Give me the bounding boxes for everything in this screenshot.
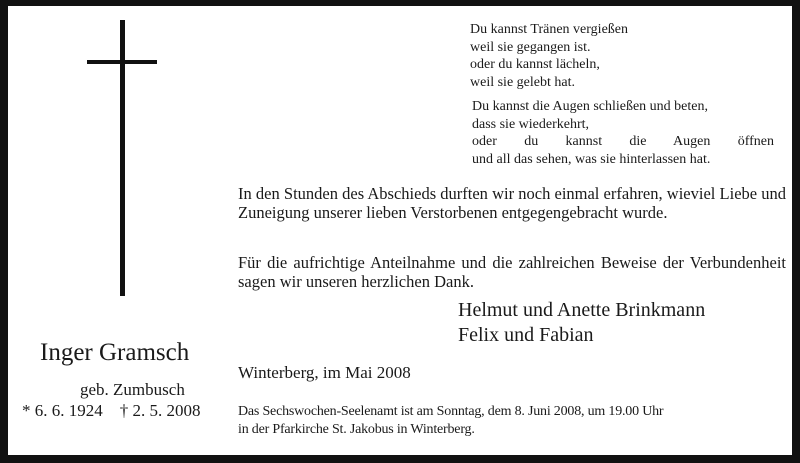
thanks-paragraph-2: Für die aufrichtige Anteilnahme und die zahlreichen Beweise der Verbundenheit sagen wir unseren herzlichen Dank. [238, 253, 786, 291]
maiden-name: geb. Zumbusch [80, 380, 185, 399]
poem-line: Du kannst Tränen vergießen [470, 22, 628, 37]
death-notice [8, 6, 792, 455]
cross-icon-bar [87, 60, 157, 64]
poem-stanza-1 [470, 21, 628, 91]
poem-line: weil sie gelebt hat. [470, 74, 575, 90]
poem-line: weil sie gegangen ist. [470, 39, 591, 55]
poem-line: oder du kannst die Augen öffnen [472, 134, 774, 149]
family-line: Felix und Fabian [458, 324, 594, 346]
poem-stanza-2 [472, 98, 774, 168]
place-date: Winterberg, im Mai 2008 [238, 363, 411, 382]
family-names [458, 298, 705, 348]
mass-line: in der Pfarkirche St. Jakobus in Winterberg. [238, 422, 475, 437]
poem-line: oder du kannst lächeln, [470, 57, 600, 72]
family-line: Helmut und Anette Brinkmann [458, 299, 706, 321]
deceased-name: Inger Gramsch [40, 339, 190, 366]
poem-line: und all das sehen, was sie hinterlassen hat. [472, 151, 711, 167]
mass-line: Das Sechswochen-Seelenamt ist am Sonntag, dem 8. Juni 2008, um 19.00 Uhr [238, 404, 664, 419]
poem-line: dass sie wiederkehrt, [472, 116, 590, 132]
poem-line: Du kannst die Augen schließen und beten, [472, 99, 709, 114]
life-dates: * 6. 6. 1924 † 2. 5. 2008 [22, 401, 201, 420]
thanks-paragraph-1: In den Stunden des Abschieds durften wir noch einmal erfahren, wieviel Liebe und Zuneigung unserer lieben Verstorbenen entgegengebracht wurde. [238, 184, 786, 222]
mass-notice [238, 403, 663, 439]
